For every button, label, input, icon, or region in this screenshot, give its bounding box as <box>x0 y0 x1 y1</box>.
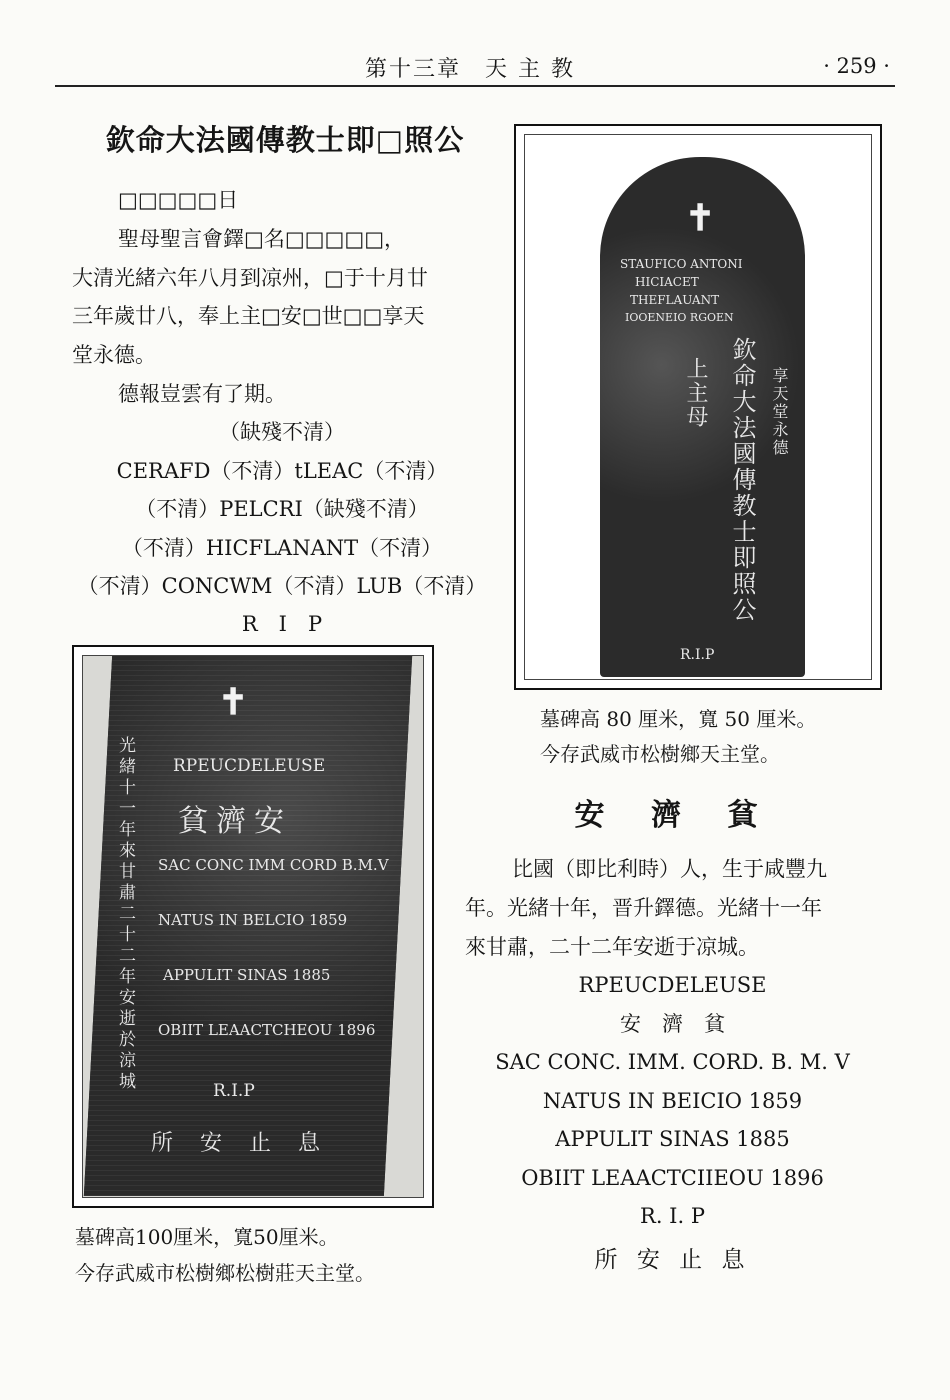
stone-latin-line: IOOENEIO RGOEN <box>625 311 734 324</box>
inscription-line: 所 安 止 息 <box>594 1247 751 1273</box>
left-entry-title: 欽命大法國傳教士即□照公 <box>105 123 465 157</box>
left-entry-line: 聖母聖言會鐸□名□□□□□， <box>118 227 406 251</box>
left-entry-line: （不清）PELCRI（缺殘不清） <box>135 497 429 521</box>
stone-latin-line: STAUFICO ANTONI <box>620 257 743 271</box>
stone-vertical-side: 享天堂永德 <box>770 367 789 457</box>
tombstone-photo-top <box>514 124 882 690</box>
inscription-line: APPULIT SINAS 1885 <box>555 1127 790 1151</box>
stone-name-chinese: 貧濟安 <box>178 804 292 839</box>
left-entry-line: R I P <box>241 612 323 636</box>
left-entry-line: （缺殘不清） <box>219 420 345 444</box>
inscription-line: NATUS IN BEICIO 1859 <box>542 1089 803 1113</box>
stone-line-appulit: APPULIT SINAS 1885 <box>163 966 331 984</box>
stone-footer-chinese: 所 安 止 息 <box>151 1131 330 1156</box>
left-entry-line: □□□□□日 <box>118 188 239 212</box>
stone-latin-line: THEFLAUANT <box>630 293 720 307</box>
right-entry-paragraph-line: 來甘肅，二十二年安逝于凉城。 <box>465 935 759 959</box>
stone-vertical-main: 欽命大法國傳教士即照公 <box>728 337 756 623</box>
inscription-line: SAC CONC. IMM. CORD. B. M. V <box>495 1050 850 1074</box>
right-entry-paragraph-line: 年。光緒十年，晋升鐸德。光緒十一年 <box>465 896 822 920</box>
stone-line-natus: NATUS IN BELCIO 1859 <box>158 911 348 929</box>
stone-latin-line: HICIACET <box>635 275 699 289</box>
left-entry-line: （不清）CONCWM（不清）LUB（不清） <box>77 574 487 598</box>
right-entry-paragraph-line: 比國（即比利時）人，生于咸豐九 <box>512 857 827 881</box>
photo-top-caption-location: 今存武威市松樹鄉天主堂。 <box>540 742 780 766</box>
left-entry-line: CERAFD（不清）tLEAC（不清） <box>116 459 448 483</box>
left-entry-line: 堂永德。 <box>72 343 156 367</box>
photo-bottom-caption-location: 今存武威市松樹鄉松樹莊天主堂。 <box>75 1261 375 1285</box>
header-divider <box>55 85 895 87</box>
inscription-line: RPEUCDELEUSE <box>578 973 767 997</box>
inscription-line: OBIIT LEAACTCIIEOU 1896 <box>521 1166 824 1190</box>
stone-line-obiit: OBIIT LEAACTCHEOU 1896 <box>158 1021 376 1039</box>
right-entry-title: 安 濟 貧 <box>574 798 776 833</box>
left-entry-line: 三年歲廿八，奉上主□安□世□□享天 <box>72 304 425 328</box>
cross-icon: ✝ <box>685 197 716 239</box>
stone-vertical-left: 光緒十一年來甘肅二十二年安逝於涼城 <box>115 736 135 1093</box>
photo-bottom-caption-size: 墓碑高100厘米，寬50厘米。 <box>75 1225 339 1249</box>
stone-line-sac: SAC CONC IMM CORD B.M.V <box>158 856 389 874</box>
photo-top-caption-size: 墓碑高 80 厘米，寬 50 厘米。 <box>540 707 817 731</box>
inscription-line: 安 濟 貧 <box>620 1012 725 1036</box>
left-entry-line: 德報豈雲有了期。 <box>118 382 286 406</box>
stone-rip: R.I.P <box>680 647 715 663</box>
tombstone-photo-bottom <box>72 645 434 1208</box>
tombstone-slab <box>600 157 805 677</box>
stone-rip: R.I.P <box>213 1081 255 1101</box>
chapter-title: 第十三章 天 主 教 <box>365 57 575 82</box>
left-entry-line: （不清）HICFLANANT（不清） <box>121 536 443 560</box>
cross-icon: ✝ <box>218 681 249 723</box>
stone-name-latin: RPEUCDELEUSE <box>173 756 326 776</box>
left-entry-line: 大清光緒六年八月到凉州，□于十月廿 <box>72 266 428 290</box>
page-number: · 259 · <box>823 54 890 78</box>
stone-vertical-left: 上主母 <box>683 357 708 429</box>
inscription-line: R. I. P <box>640 1204 705 1228</box>
